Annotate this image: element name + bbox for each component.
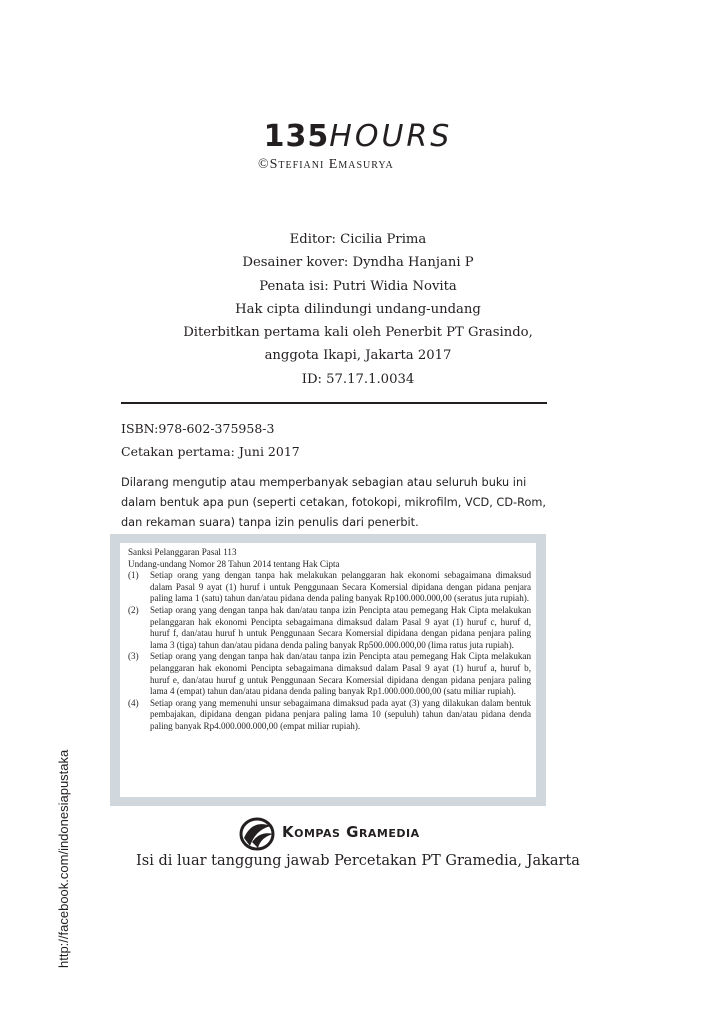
law-item — [128, 651, 531, 697]
law-item — [128, 570, 531, 605]
law-sanctions-content — [120, 543, 536, 797]
publisher-logo — [238, 816, 478, 852]
credit-layout: Penata isi: Putri Widia Novita — [259, 278, 457, 294]
book-title — [0, 120, 716, 154]
title-word: HOURS — [329, 119, 453, 154]
law-item-text: Setiap orang yang dengan tanpa hak melakukan pelanggaran hak ekonomi sebagaimana dimaksud dalam Pasal 9 ayat (1) huruf i untuk Penggunaan Secara Komersial dipidana dengan pidana penjara paling lama 1 (satu) tahun dan/atau pidana denda paling banyak Rp100.000.000,00 (seratus juta rupiah). — [150, 570, 531, 604]
law-item — [128, 605, 531, 651]
credit-publisher: Diterbitkan pertama kali oleh Penerbit PT Grasindo, — [183, 325, 533, 341]
printing-edition: Cetakan pertama: Juni 2017 — [121, 444, 300, 459]
law-item-text: Setiap orang yang dengan tanpa hak dan/atau tanpa izin Pencipta atau pemegang Hak Cipta melakukan pelanggaran hak ekonomi Pencipta sebagaimana dimaksud dalam Pasal 9 ayat (1) huruf c, huruf d, huruf f, dan/atau huruf h untuk Penggunaan Secara Komersial dipidana dengan pidana penjara paling lama 3 (tiga) tahun dan/atau pidana denda paling banyak Rp500.000.000,00 (lima ratus juta rupiah). — [150, 604, 531, 650]
law-item-number: (1) — [128, 570, 139, 581]
credit-editor: Editor: Cicilia Prima — [289, 232, 427, 247]
law-item-number: (4) — [128, 697, 139, 708]
law-item-text: Setiap orang yang memenuhi unsur sebagaimana dimaksud pada ayat (3) yang dilakukan dalam bentuk pembajakan, dipidana dengan pidana penjara paling lama 10 (sepuluh) tahun dan/atau pidana denda paling banyak Rp4.000.000.000,00 (empat miliar rupiah). — [150, 697, 531, 731]
title-number: 135 — [263, 119, 330, 154]
isbn: ISBN:978-602-375958-3 — [121, 421, 275, 436]
credit-copyright: Hak cipta dilindungi undang-undang — [235, 301, 481, 317]
law-sanctions-box — [110, 534, 546, 806]
law-item — [128, 698, 531, 733]
law-item-number: (2) — [128, 604, 139, 615]
law-subheading: Undang-undang Nomor 28 Tahun 2014 tentang Hak Cipta — [128, 558, 340, 569]
isbn-block — [121, 417, 300, 463]
law-heading: Sanksi Pelanggaran Pasal 113 — [128, 547, 237, 557]
copy-notice: Dilarang mengutip atau memperbanyak sebagian atau seluruh buku ini dalam bentuk apa pun (seperti cetakan, fotokopi, mikrofilm, VCD, CD-Rom, dan rekaman suara) tanpa izin penulis dari penerbit. — [121, 476, 546, 529]
credit-id: ID: 57.17.1.0034 — [301, 371, 415, 387]
divider-rule — [121, 402, 547, 404]
side-watermark-url: http://facebook.com/indonesiapustaka — [56, 749, 71, 968]
law-item-text: Setiap orang yang dengan tanpa hak dan/atau tanpa izin Pencipta atau pemegang Hak Cipta melakukan pelanggaran hak ekonomi Pencipta sebagaimana dimaksud dalam Pasal 9 ayat (1) huruf a, huruf b, huruf e, dan/atau huruf g untuk Penggunaan Secara Komersial dipidana dengan pidana penjara paling lama 4 (empat) tahun dan/atau pidana denda paling banyak Rp1.000.000.000,00 (satu miliar rupiah). — [150, 651, 531, 697]
author-copyright: ©Stefiani Emasurya — [258, 157, 394, 172]
law-item-number: (3) — [128, 651, 139, 662]
printing-disclaimer: Isi di luar tanggung jawab Percetakan PT Gramedia, Jakarta — [136, 853, 580, 869]
credit-cover-designer: Desainer kover: Dyndha Hanjani P — [242, 255, 474, 271]
kompas-gramedia-logo-icon — [238, 816, 276, 852]
credits-block — [0, 228, 716, 391]
credit-ikapi: anggota Ikapi, Jakarta 2017 — [264, 348, 452, 364]
publisher-name: Kompas Gramedia — [282, 823, 420, 841]
